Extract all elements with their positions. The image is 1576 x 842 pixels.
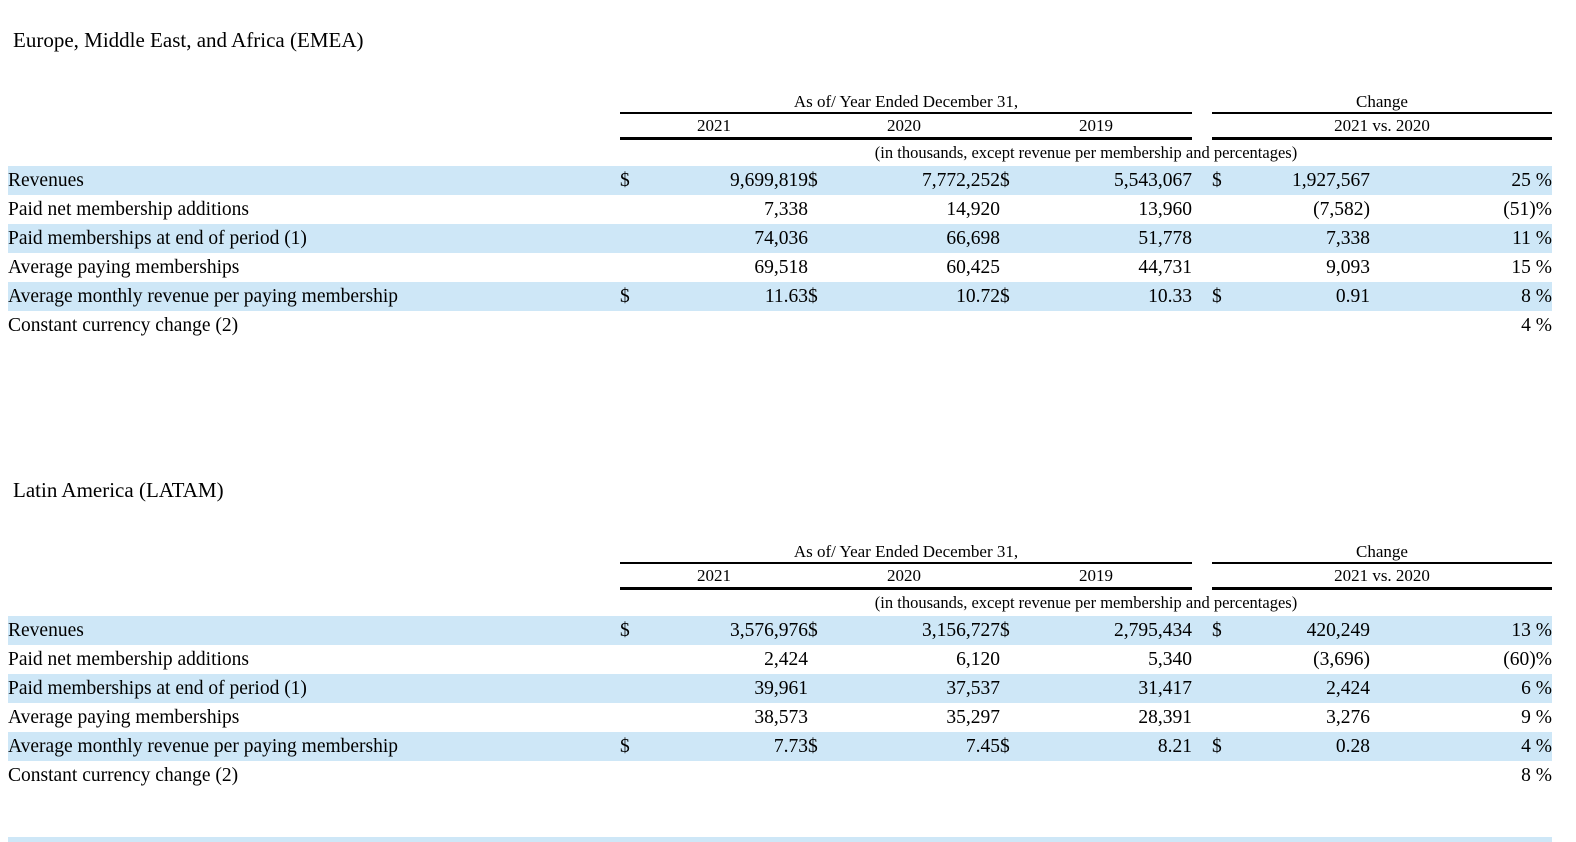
cell-dollar-2021 xyxy=(620,674,650,703)
cell-value-2020: 66,698 xyxy=(840,224,1000,253)
table-row xyxy=(8,674,1552,703)
gap-cell xyxy=(1192,282,1212,311)
cell-value-change: 0.28 xyxy=(1244,732,1404,761)
cell-dollar-change xyxy=(1212,311,1244,340)
cell-dollar-2020 xyxy=(808,253,840,282)
table-row xyxy=(8,645,1552,674)
cell-value-2020: 10.72 xyxy=(840,282,1000,311)
header-spacer xyxy=(8,589,620,617)
gap-cell xyxy=(1192,90,1212,113)
year-column-2021: 2021 xyxy=(620,563,808,589)
cell-dollar-2020: $ xyxy=(808,616,840,645)
section-emea xyxy=(0,28,1576,340)
cell-dollar-2019 xyxy=(1000,253,1032,282)
table-row xyxy=(8,616,1552,645)
cell-value-2019: 10.33 xyxy=(1032,282,1192,311)
cell-dollar-2021 xyxy=(620,195,650,224)
cell-value-change: 420,249 xyxy=(1244,616,1404,645)
cell-value-change: 7,338 xyxy=(1244,224,1404,253)
cell-dollar-2020 xyxy=(808,674,840,703)
cell-percent-change: 8 % xyxy=(1521,764,1552,786)
cell-dollar-2020 xyxy=(808,645,840,674)
cell-dollar-change: $ xyxy=(1212,616,1244,645)
table-row xyxy=(8,703,1552,732)
row-label: Constant currency change (2) xyxy=(8,764,239,786)
cell-percent-change: 15 % xyxy=(1511,256,1552,278)
gap-cell xyxy=(1192,616,1212,645)
cell-dollar-change xyxy=(1212,224,1244,253)
header-spacer xyxy=(8,113,620,139)
period-group-header: As of/ Year Ended December 31, xyxy=(620,90,1192,113)
cell-dollar-2019 xyxy=(1000,645,1032,674)
cell-value-2019: 28,391 xyxy=(1138,706,1192,728)
cell-dollar-2019: $ xyxy=(1000,732,1032,761)
cell-value-2020: 60,425 xyxy=(946,256,1000,278)
table-row xyxy=(8,253,1552,282)
cell-dollar-change xyxy=(1212,645,1244,674)
year-column-2020: 2020 xyxy=(808,113,1000,139)
cell-value-change xyxy=(1244,311,1404,340)
next-highlighted-row-peek xyxy=(8,837,1552,842)
cell-value-2021: 69,518 xyxy=(754,256,808,278)
cell-dollar-2019 xyxy=(1000,311,1032,340)
cell-value-2019: 2,795,434 xyxy=(1032,616,1192,645)
year-column-2019: 2019 xyxy=(1000,113,1192,139)
year-column-2020: 2020 xyxy=(808,563,1000,589)
cell-dollar-change: $ xyxy=(1212,166,1244,195)
row-label: Paid net membership additions xyxy=(8,198,250,220)
cell-dollar-2019 xyxy=(1000,703,1032,732)
cell-percent-change: 13 % xyxy=(1404,616,1552,645)
cell-dollar-2021: $ xyxy=(620,282,650,311)
cell-value-2021: 3,576,976 xyxy=(650,616,808,645)
cell-value-2019 xyxy=(1032,311,1192,340)
latam-table-body xyxy=(8,616,1552,790)
group-header-row xyxy=(8,90,1552,113)
gap-cell xyxy=(1192,166,1212,195)
cell-value-2020: 7.45 xyxy=(840,732,1000,761)
cell-value-2020: 6,120 xyxy=(956,648,1000,670)
table-row xyxy=(8,311,1552,340)
cell-value-2021: 2,424 xyxy=(764,648,808,670)
change-column-header: 2021 vs. 2020 xyxy=(1212,563,1552,589)
change-column-header: 2021 vs. 2020 xyxy=(1212,113,1552,139)
row-label: Average monthly revenue per paying membership xyxy=(8,282,620,311)
cell-value-2020: 35,297 xyxy=(946,706,1000,728)
header-spacer xyxy=(8,139,620,167)
cell-percent-change: 4 % xyxy=(1404,732,1552,761)
table-row xyxy=(8,282,1552,311)
cell-value-2020 xyxy=(840,311,1000,340)
cell-value-2019: 44,731 xyxy=(1138,256,1192,278)
emea-table xyxy=(8,90,1552,340)
cell-dollar-change: $ xyxy=(1212,732,1244,761)
header-spacer xyxy=(8,90,620,113)
cell-dollar-2020 xyxy=(808,761,840,790)
cell-value-2021: 74,036 xyxy=(650,224,808,253)
cell-value-change: 0.91 xyxy=(1244,282,1404,311)
cell-value-2021: 11.63 xyxy=(650,282,808,311)
latam-table xyxy=(8,540,1552,790)
cell-value-2020 xyxy=(840,761,1000,790)
row-label: Average paying memberships xyxy=(8,706,240,728)
cell-percent-change: 6 % xyxy=(1404,674,1552,703)
cell-value-2021: 7.73 xyxy=(650,732,808,761)
cell-dollar-2020 xyxy=(808,703,840,732)
note-row xyxy=(8,139,1552,167)
cell-percent-change: 8 % xyxy=(1404,282,1552,311)
year-header-row xyxy=(8,563,1552,589)
cell-value-change: 2,424 xyxy=(1244,674,1404,703)
emea-table-header xyxy=(8,90,1552,166)
cell-value-change: (3,696) xyxy=(1313,648,1370,670)
cell-dollar-change xyxy=(1212,674,1244,703)
gap-cell xyxy=(1192,703,1212,732)
gap-cell xyxy=(1192,563,1212,589)
cell-percent-change: (60)% xyxy=(1503,648,1552,670)
cell-dollar-2021 xyxy=(620,703,650,732)
header-spacer xyxy=(8,563,620,589)
cell-value-2021: 39,961 xyxy=(650,674,808,703)
cell-dollar-2019: $ xyxy=(1000,616,1032,645)
cell-dollar-2020 xyxy=(808,311,840,340)
gap-cell xyxy=(1192,732,1212,761)
cell-dollar-2020: $ xyxy=(808,282,840,311)
cell-value-2019: 13,960 xyxy=(1138,198,1192,220)
cell-dollar-change: $ xyxy=(1212,282,1244,311)
cell-percent-change: 25 % xyxy=(1404,166,1552,195)
cell-dollar-2020 xyxy=(808,195,840,224)
row-label: Constant currency change (2) xyxy=(8,314,239,336)
change-group-header: Change xyxy=(1212,540,1552,563)
group-header-row xyxy=(8,540,1552,563)
table-row xyxy=(8,224,1552,253)
gap-cell xyxy=(1192,311,1212,340)
row-label: Paid memberships at end of period (1) xyxy=(8,674,620,703)
cell-dollar-2019 xyxy=(1000,674,1032,703)
emea-table-body xyxy=(8,166,1552,340)
cell-value-2020: 37,537 xyxy=(840,674,1000,703)
gap-cell xyxy=(1192,674,1212,703)
year-column-2021: 2021 xyxy=(620,113,808,139)
note-row xyxy=(8,589,1552,617)
cell-value-2019: 51,778 xyxy=(1032,224,1192,253)
units-note: (in thousands, except revenue per membership and percentages) xyxy=(874,593,1298,612)
cell-dollar-2020: $ xyxy=(808,732,840,761)
cell-dollar-2021: $ xyxy=(620,732,650,761)
cell-value-2021: 9,699,819 xyxy=(650,166,808,195)
gap-cell xyxy=(1192,645,1212,674)
row-label: Average paying memberships xyxy=(8,256,240,278)
year-header-row xyxy=(8,113,1552,139)
cell-percent-change: (51)% xyxy=(1503,198,1552,220)
cell-dollar-change xyxy=(1212,761,1244,790)
cell-value-2021: 7,338 xyxy=(764,198,808,220)
gap-cell xyxy=(1192,224,1212,253)
units-note: (in thousands, except revenue per membership and percentages) xyxy=(874,143,1298,162)
table-row xyxy=(8,761,1552,790)
cell-dollar-2021 xyxy=(620,224,650,253)
cell-value-2019 xyxy=(1032,761,1192,790)
gap-cell xyxy=(1192,253,1212,282)
table-row xyxy=(8,732,1552,761)
cell-dollar-change xyxy=(1212,195,1244,224)
period-group-header: As of/ Year Ended December 31, xyxy=(620,540,1192,563)
section-latam xyxy=(0,478,1576,790)
cell-dollar-2021 xyxy=(620,253,650,282)
cell-value-change: 1,927,567 xyxy=(1244,166,1404,195)
cell-value-2021 xyxy=(650,311,808,340)
cell-value-2021: 38,573 xyxy=(754,706,808,728)
cell-value-2019: 31,417 xyxy=(1032,674,1192,703)
row-label: Average monthly revenue per paying membership xyxy=(8,732,620,761)
cell-dollar-2021: $ xyxy=(620,616,650,645)
cell-dollar-2019 xyxy=(1000,761,1032,790)
section-title-emea: Europe, Middle East, and Africa (EMEA) xyxy=(13,28,364,52)
cell-percent-change: 4 % xyxy=(1521,314,1552,336)
cell-value-change: 3,276 xyxy=(1326,706,1370,728)
year-column-2019: 2019 xyxy=(1000,563,1192,589)
cell-dollar-2019: $ xyxy=(1000,166,1032,195)
cell-value-change: (7,582) xyxy=(1313,198,1370,220)
cell-dollar-2020 xyxy=(808,224,840,253)
cell-dollar-2019 xyxy=(1000,224,1032,253)
table-row xyxy=(8,195,1552,224)
cell-dollar-2021 xyxy=(620,645,650,674)
cell-value-2020: 7,772,252 xyxy=(840,166,1000,195)
row-label: Revenues xyxy=(8,166,620,195)
cell-percent-change: 9 % xyxy=(1521,706,1552,728)
cell-percent-change: 11 % xyxy=(1404,224,1552,253)
row-label: Paid net membership additions xyxy=(8,648,250,670)
table-row xyxy=(8,166,1552,195)
cell-dollar-2021 xyxy=(620,311,650,340)
cell-value-2019: 8.21 xyxy=(1032,732,1192,761)
cell-value-2019: 5,340 xyxy=(1148,648,1192,670)
cell-dollar-2019: $ xyxy=(1000,282,1032,311)
row-label: Revenues xyxy=(8,616,620,645)
cell-value-2020: 14,920 xyxy=(946,198,1000,220)
cell-dollar-2020: $ xyxy=(808,166,840,195)
latam-table-header xyxy=(8,540,1552,616)
cell-dollar-change xyxy=(1212,703,1244,732)
section-title-latam: Latin America (LATAM) xyxy=(13,478,224,502)
cell-dollar-2021 xyxy=(620,761,650,790)
cell-dollar-2021: $ xyxy=(620,166,650,195)
change-group-header: Change xyxy=(1212,90,1552,113)
cell-value-change xyxy=(1244,761,1404,790)
cell-value-2021 xyxy=(650,761,808,790)
gap-cell xyxy=(1192,195,1212,224)
cell-value-change: 9,093 xyxy=(1326,256,1370,278)
cell-dollar-2019 xyxy=(1000,195,1032,224)
cell-value-2019: 5,543,067 xyxy=(1032,166,1192,195)
header-spacer xyxy=(8,540,620,563)
cell-dollar-change xyxy=(1212,253,1244,282)
gap-cell xyxy=(1192,761,1212,790)
gap-cell xyxy=(1192,540,1212,563)
cell-value-2020: 3,156,727 xyxy=(840,616,1000,645)
row-label: Paid memberships at end of period (1) xyxy=(8,224,620,253)
gap-cell xyxy=(1192,113,1212,139)
